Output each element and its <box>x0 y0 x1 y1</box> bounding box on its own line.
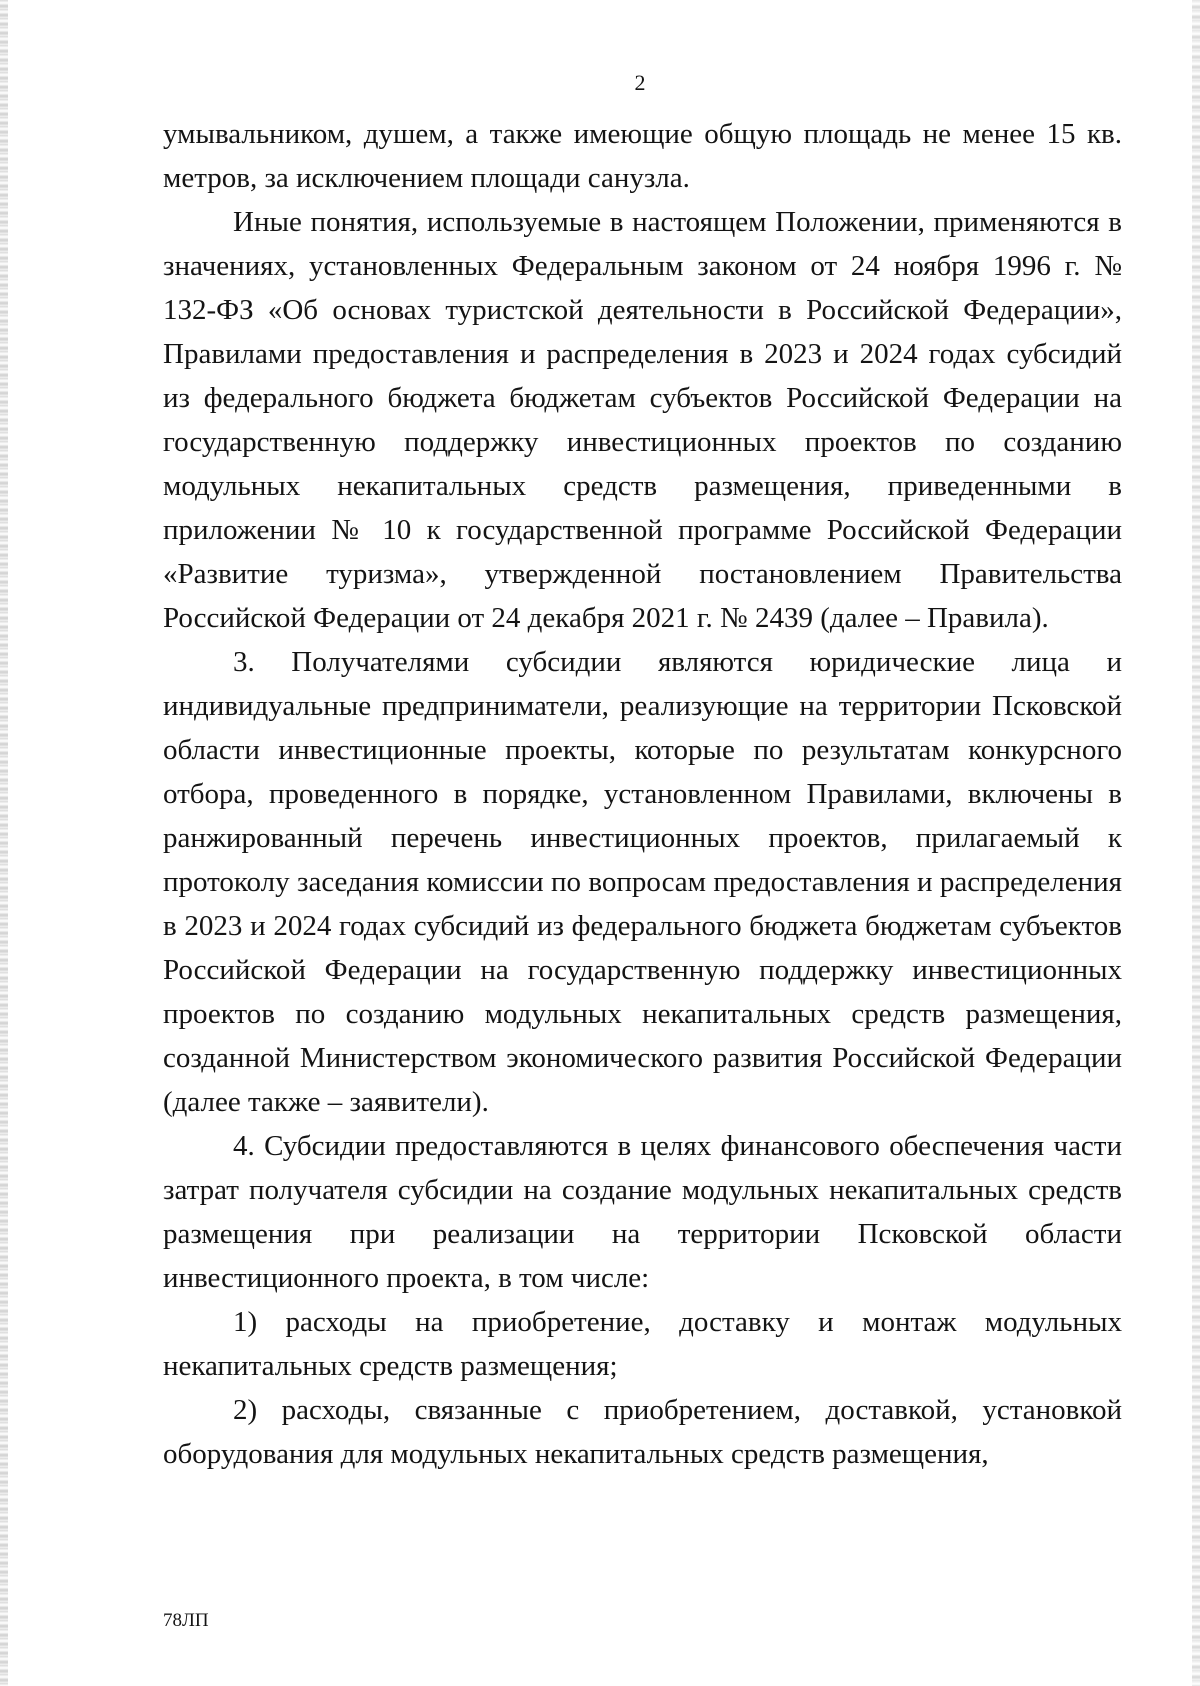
page-number: 2 <box>634 70 646 95</box>
scan-edge-left <box>0 0 8 1686</box>
scan-edge-right <box>1192 0 1200 1686</box>
paragraph-item-4-purpose: 4. Субсидии предоставляются в целях финансового обеспечения части затрат получателя субсидии на создание модульных некапитальных средств размещения при реализации на территории Псковской области инвестиционного проекта, в том числе: <box>163 1130 1122 1294</box>
paragraph-subitem-2: 2) расходы, связанные с приобретением, доставкой, установкой оборудования для модульных некапитальных средств размещения, <box>163 1394 1122 1470</box>
paragraph-subitem-1: 1) расходы на приобретение, доставку и монтаж модульных некапитальных средств размещения; <box>163 1306 1122 1382</box>
paragraph-definitions: Иные понятия, используемые в настоящем Положении, применяются в значениях, установленных Федеральным законом от 24 ноября 1996 г. № 132-ФЗ «Об основах туристской деятельности в Российской Федерации», Правилами предоставления и распределения в 2023 и 2024 годах субсидий из федерального бюджета бюджетам субъектов Российской Федерации на государственную поддержку инвестиционных проектов по созданию модульных некапитальных средств размещения, приведенными в приложении № 10 к государственной программе Российской Федерации «Развитие туризма», утвержденной постановлением Правительства Российской Федерации от 24 декабря 2021 г. № 2439 (далее – Правила). <box>163 206 1122 634</box>
paragraph-item-3-recipients: 3. Получателями субсидии являются юридические лица и индивидуальные предприниматели, реализующие на территории Псковской области инвестиционные проекты, которые по результатам конкурсного отбора, проведенного в порядке, установленном Правилами, включены в ранжированный перечень инвестиционных проектов, прилагаемый к протоколу заседания комиссии по вопросам предоставления и распределения в 2023 и 2024 годах субсидий из федерального бюджета бюджетам субъектов Российской Федерации на государственную поддержку инвестиционных проектов по созданию модульных некапитальных средств размещения, созданной Министерством экономического развития Российской Федерации (далее также – заявители). <box>163 646 1122 1118</box>
footer-document-code: 78ЛП <box>163 1610 209 1631</box>
document-body <box>163 112 1122 1476</box>
paragraph-continuation: умывальником, душем, а также имеющие общую площадь не менее 15 кв. метров, за исключением площади санузла. <box>163 118 1122 194</box>
